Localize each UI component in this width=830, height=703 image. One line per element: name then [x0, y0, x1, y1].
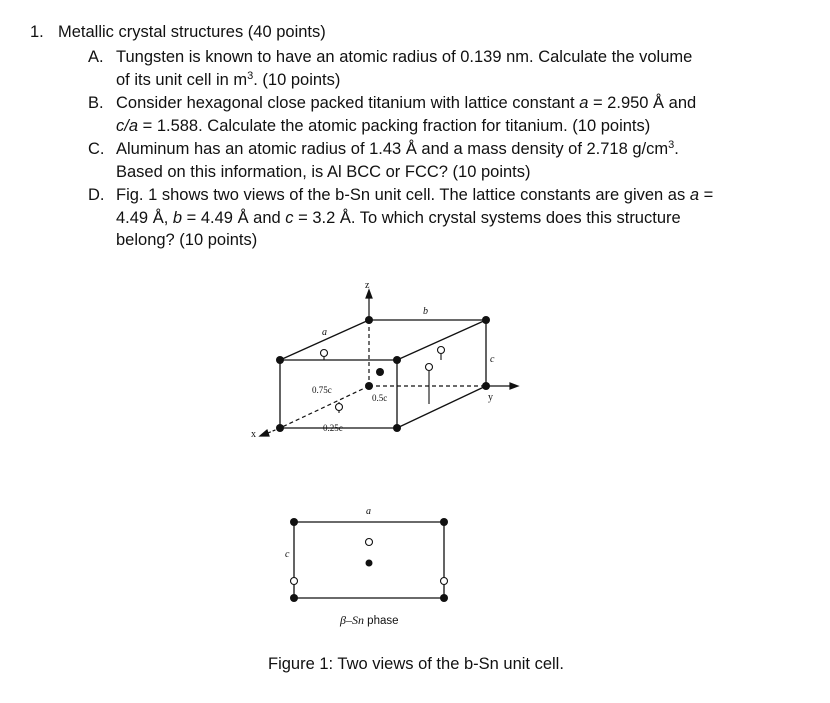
open-atom — [321, 350, 328, 357]
view2d-a-label: a — [366, 506, 371, 517]
part-d-line-1-end: = — [699, 186, 714, 204]
part-c-line-2: Based on this information, is Al BCC or FCC? (10 points) — [116, 162, 531, 181]
lattice-b-label: b — [423, 306, 428, 317]
body-center-atom — [366, 560, 373, 567]
part-d-var-b: b — [172, 208, 183, 227]
phase-symbol: β — [340, 613, 346, 627]
x-axis-label: x — [251, 429, 256, 440]
height-05c-label: 0.5c — [372, 393, 388, 403]
corner-atom — [290, 518, 298, 526]
part-d-line-2-end: = 3.2 Å. To which crystal systems does this structure — [293, 208, 681, 227]
x-axis-arrowhead — [260, 430, 269, 436]
part-a-line-2-end: . (10 points) — [253, 70, 341, 89]
part-b-line-2-text: = 1.588. Calculate the atomic packing fraction for titanium. (10 points) — [138, 116, 651, 135]
z-axis-label: z — [365, 280, 370, 291]
open-atom — [438, 347, 445, 354]
phase-element: Sn — [351, 613, 364, 627]
corner-atom — [482, 382, 490, 390]
part-d-line-2-mid: = 4.49 Å and — [182, 208, 286, 227]
corner-atom — [440, 594, 448, 602]
corner-atom — [276, 356, 284, 364]
open-atom — [441, 578, 448, 585]
phase-word: phase — [363, 615, 399, 627]
part-b-line-1-end: = 2.950 Å and — [588, 94, 697, 112]
view2d-c-label: c — [285, 549, 290, 560]
part-b-line-1-text: Consider hexagonal close packed titanium with lattice constant — [116, 94, 580, 112]
corner-atom — [482, 316, 490, 324]
part-d-var-a: a — [689, 186, 699, 204]
body-center-atom — [376, 368, 384, 376]
corner-atom — [365, 316, 373, 324]
part-c-line-1-text: Aluminum has an atomic radius of 1.43 Å and a mass density of 2.718 g/cm — [116, 140, 669, 158]
part-c-letter: C. — [88, 140, 105, 158]
part-b-var-ca: c/a — [116, 116, 139, 135]
open-atom — [336, 404, 343, 411]
part-a-line-1: Tungsten is known to have an atomic radius of 0.139 nm. Calculate the volume — [116, 48, 693, 66]
corner-atom — [365, 382, 373, 390]
corner-atom — [393, 424, 401, 432]
lattice-c-label: c — [490, 354, 495, 365]
part-d-letter: D. — [88, 186, 105, 204]
corner-atom — [290, 594, 298, 602]
y-axis-arrowhead — [510, 383, 518, 389]
part-c-superscript: 3 — [668, 139, 675, 151]
question-title: Metallic crystal structures (40 points) — [58, 23, 326, 41]
phase-dash: – — [345, 613, 352, 627]
open-atom — [426, 364, 433, 371]
part-d-line-1-text: Fig. 1 shows two views of the b-Sn unit cell. The lattice constants are given as — [116, 186, 690, 204]
corner-atom — [393, 356, 401, 364]
open-atom — [366, 539, 373, 546]
figure-caption: Figure 1: Two views of the b-Sn unit cell. — [268, 655, 564, 673]
part-b-letter: B. — [88, 94, 104, 112]
open-atom — [291, 578, 298, 585]
z-axis-arrowhead — [366, 290, 372, 298]
part-d-line-3: belong? (10 points) — [116, 231, 258, 249]
part-a-superscript: 3 — [247, 69, 254, 82]
edge — [397, 386, 486, 428]
phase-label — [339, 613, 399, 627]
part-b-var-a: a — [579, 94, 589, 112]
height-025c-label: 0.25c — [323, 423, 343, 433]
height-075c-label: 0.75c — [312, 385, 332, 395]
part-c-line-1-end: . — [674, 140, 679, 158]
corner-atom — [276, 424, 284, 432]
part-a-letter: A. — [88, 48, 104, 66]
lattice-a-label: a — [322, 327, 327, 338]
part-d-var-c: c — [285, 208, 294, 227]
unit-cell-2d-view — [285, 506, 448, 627]
corner-atom — [440, 518, 448, 526]
part-a-line-2-text: of its unit cell in m — [116, 70, 248, 89]
y-axis-label: y — [488, 392, 493, 403]
question-number: 1. — [30, 23, 44, 41]
part-d-line-2-start: 4.49 Å, — [116, 208, 173, 227]
